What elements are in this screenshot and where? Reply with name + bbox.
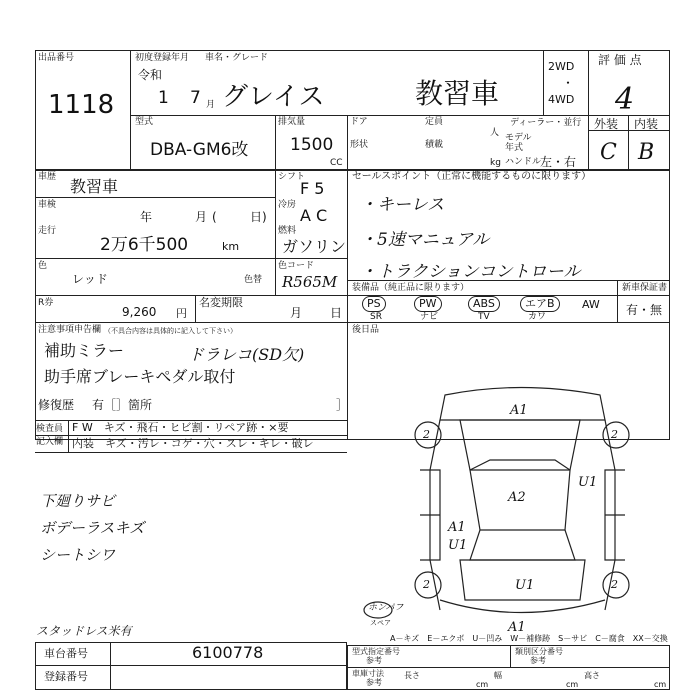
dmg-mark-1: A1: [510, 403, 528, 418]
mileage-label: 走行: [38, 226, 57, 236]
repair-value: 有［］箇所: [92, 398, 153, 412]
equipment-title: 装備品（純正品に限ります）: [352, 283, 470, 293]
color-value: レッド: [72, 272, 108, 286]
drive-4wd: 4WD: [548, 93, 575, 106]
load-label: 積載: [425, 140, 444, 150]
shape-label: 形状: [350, 140, 369, 150]
inspection-year: 年: [140, 210, 153, 224]
inspection-day: 日): [250, 210, 267, 224]
repair-close: ］: [336, 398, 349, 412]
lot-number: 1118: [48, 90, 115, 120]
dmg-mark-4: 2: [423, 578, 430, 591]
door-label: ドア: [350, 117, 368, 127]
dim-height: 高さ: [584, 671, 600, 680]
inspection-month: 月: [195, 210, 208, 224]
color-code-label: 色コード: [278, 261, 315, 271]
reg-month-unit: 月: [206, 100, 216, 110]
history-label: 車歴: [38, 172, 57, 182]
damage-legend: A－キズ E－エクボ U－凹み W－補修跡 S－サビ C－腐食 XX－交換: [390, 634, 668, 643]
disp-value: 1500: [290, 135, 334, 155]
checks-label-2: 記入欄: [36, 437, 64, 447]
equip-airbag: エアB: [520, 296, 560, 312]
class-ref: 参考: [530, 656, 546, 665]
dmg-mark-6: A2: [508, 490, 526, 505]
recycle-label: R券: [38, 298, 54, 308]
type-ref: 参考: [366, 656, 382, 665]
ac-label: 冷房: [278, 200, 297, 210]
repair-label: 修復歴: [38, 398, 75, 412]
equip-navi: ナビ: [420, 312, 439, 322]
notes-sub: （不具合内容は具体的に記入して下さい）: [104, 327, 237, 335]
name-change-month: 月: [290, 306, 303, 320]
fuel-value: ガソリン: [282, 237, 347, 256]
chassis-value: 6100778: [192, 643, 264, 662]
car-name: グレイス: [222, 82, 325, 112]
reg-year: 1: [158, 88, 169, 108]
person-unit: 人: [490, 128, 500, 138]
handle-label: ハンドル: [505, 157, 542, 167]
checks-row-2: 内装 キズ・汚レ・コゲ・穴・スレ・キレ・破レ: [72, 437, 314, 450]
reg-month: 7: [190, 88, 201, 108]
equip-ps: PS: [362, 296, 386, 312]
dmg-mark-9: U1: [448, 538, 468, 553]
warranty-label: 新車保証書: [622, 283, 668, 293]
car-name-label: 車名・グレード: [205, 53, 269, 63]
garage-label: 車庫寸法: [352, 669, 384, 678]
checks-row-1: F W キズ・飛石・ヒビ割・リペア跡・×要: [72, 421, 289, 434]
mileage-value: 2万6千500: [100, 235, 189, 255]
score-label: 評 価 点: [598, 53, 642, 67]
color-label: 色: [38, 261, 48, 271]
ac-value: A C: [300, 206, 328, 225]
model-label: 型式: [135, 117, 154, 127]
shift-value: F 5: [300, 179, 325, 198]
recycle-value: 9,260: [122, 305, 157, 319]
model-year-label-2: 年式: [505, 143, 524, 153]
class-label: 類別区分番号: [515, 647, 563, 656]
dealer-label: ディーラー・並行: [510, 118, 582, 128]
post-label: 後日品: [352, 325, 380, 335]
sales-item-2: ・5速マニュアル: [360, 230, 490, 250]
garage-ref: 参考: [366, 678, 382, 687]
color-swap-label: 色替: [244, 275, 263, 285]
dmg-mark-7: U1: [578, 475, 598, 490]
dmg-mark-8: A1: [448, 520, 466, 535]
fuel-label: 燃料: [278, 226, 297, 236]
sales-title: セールスポイント（正常に機能するものに限ります）: [352, 171, 592, 182]
drive-2wd: 2WD: [548, 60, 575, 73]
score-ext-label: 外装: [594, 117, 619, 131]
color-code: R565M: [282, 273, 338, 291]
score-value: 4: [615, 82, 635, 117]
inspector-note-3: シートシワ: [40, 546, 116, 564]
disp-unit: CC: [330, 158, 343, 168]
handle-value: 左・右: [540, 155, 577, 169]
model-year-label-1: モデル: [505, 133, 532, 143]
dim-width: 幅: [494, 671, 502, 680]
dmg-mark-5: 2: [611, 578, 618, 591]
recycle-unit: 円: [176, 307, 187, 320]
score-int: B: [638, 140, 655, 165]
disp-label: 排気量: [278, 117, 306, 127]
inspection-day-open: (: [212, 210, 217, 224]
drive-dot: ・: [562, 76, 575, 90]
spare-note: ホンパフ: [368, 603, 404, 613]
equip-leather: カワ: [528, 312, 547, 322]
type-label: 型式指定番号: [352, 647, 400, 656]
name-change-day: 日: [330, 306, 343, 320]
reg-era: 令和: [138, 68, 163, 82]
chassis-label: 車台番号: [44, 647, 88, 660]
register-label: 登録番号: [44, 670, 88, 683]
stud-note: スタッドレス米有: [36, 624, 132, 638]
kg-unit: kg: [490, 158, 501, 168]
notes-line1: 補助ミラー: [44, 341, 125, 360]
dim-length: 長さ: [404, 671, 420, 680]
mileage-unit: km: [222, 240, 240, 253]
notes-label: 注意事項申告欄: [38, 325, 102, 335]
inspection-label: 車検: [38, 200, 57, 210]
notes-line2: 助手席ブレーキペダル取付: [44, 367, 236, 386]
shift-label: シフト: [278, 172, 306, 182]
capacity-label: 定員: [425, 117, 444, 127]
car-grade: 教習車: [415, 77, 500, 110]
inspector-note-1: 下廻りサビ: [40, 492, 116, 510]
dmg-mark-10: A1: [508, 620, 526, 635]
history-value: 教習車: [70, 177, 119, 196]
sales-item-1: ・キーレス: [360, 195, 445, 215]
inspector-note-2: ボデーラスキズ: [40, 519, 145, 537]
dim-length-unit: cm: [476, 680, 489, 689]
notes-line1b: ドラレコ(SD欠): [188, 345, 305, 364]
spare-label: スペア: [370, 619, 391, 627]
score-ext: C: [600, 140, 617, 165]
equip-aw: AW: [582, 298, 600, 311]
equip-tv: TV: [478, 312, 490, 322]
equip-pw: PW: [414, 296, 442, 312]
lot-label: 出品番号: [38, 53, 75, 63]
model-value: DBA-GM6改: [150, 140, 249, 160]
equip-abs: ABS: [468, 296, 500, 312]
name-change-label: 名変期限: [199, 296, 243, 309]
reg-label: 初度登録年月: [135, 53, 190, 63]
dmg-mark-11: U1: [515, 578, 535, 593]
sales-item-3: ・トラクションコントロール: [360, 262, 581, 282]
warranty-value: 有・無: [626, 303, 663, 317]
checks-label-1: 検査員: [36, 424, 64, 434]
equip-sr: SR: [370, 312, 382, 322]
dmg-mark-3: 2: [611, 428, 618, 441]
dmg-mark-2: 2: [423, 428, 430, 441]
score-int-label: 内装: [634, 117, 659, 131]
dim-width-unit: cm: [566, 680, 579, 689]
dim-height-unit: cm: [654, 680, 667, 689]
